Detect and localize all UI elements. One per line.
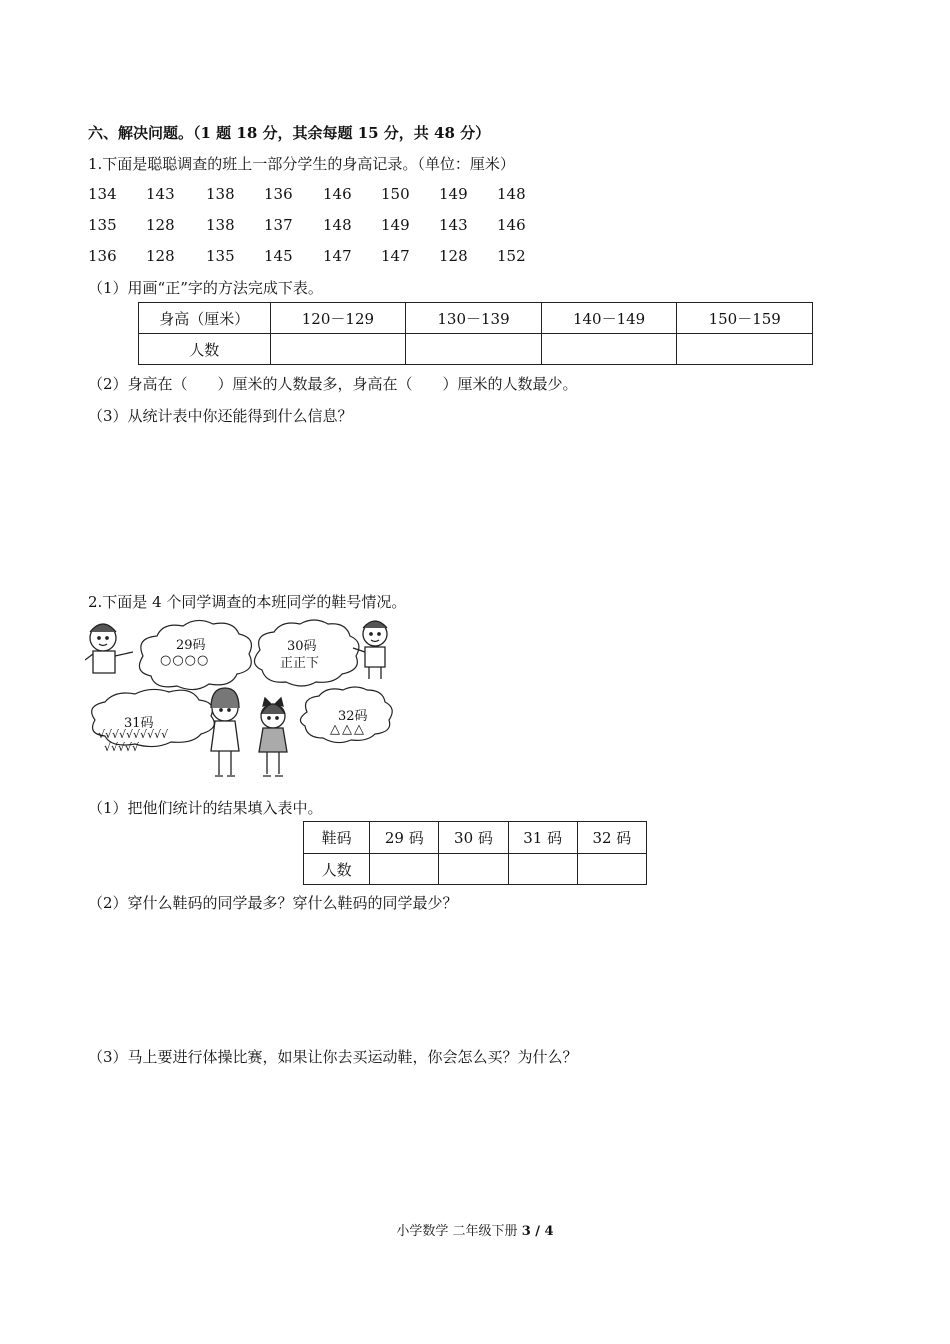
section-title: 六、解决问题。（1 题 18 分，其余每题 15 分，共 48 分） [88,124,491,142]
q2-sub3: （3）马上要进行体操比赛，如果让你去买运动鞋，你会怎么买？为什么？ [88,1048,578,1066]
height-value: 138 [206,185,235,203]
boy-right-icon [353,621,387,679]
height-table-row-label: 人数 [139,334,271,365]
height-table-header: 120－129 [270,303,406,334]
height-value: 135 [88,216,117,234]
shoe-survey-illustration [85,616,405,786]
height-value: 143 [146,185,175,203]
q1-sub3: （3）从统计表中你还能得到什么信息？ [88,407,353,425]
cloud-32-size: 32码 [338,709,368,724]
q1-sub1: （1）用画“正”字的方法完成下表。 [88,279,323,297]
height-value: 146 [323,185,352,203]
answer-cell[interactable] [270,334,406,365]
shoe-table-header: 30 码 [439,822,508,854]
cloud-30-size: 30码 [287,639,317,654]
cloud-31-marks: √√√√√√√√√√ [98,728,169,741]
height-value: 143 [439,216,468,234]
cloud-31-marks-line2: √√√√√ [104,741,140,754]
height-table-header: 身高（厘米） [139,303,271,334]
shoe-table [303,821,647,885]
shoe-table-header: 32 码 [577,822,646,854]
q2-prompt: 2.下面是 4 个同学调查的本班同学的鞋号情况。 [88,593,407,611]
height-value: 134 [88,185,117,203]
height-value: 152 [497,247,526,265]
answer-cell[interactable] [541,334,677,365]
q1-sub2: （2）身高在（ ）厘米的人数最多，身高在（ ）厘米的人数最少。 [88,375,578,393]
answer-cell[interactable] [439,854,508,885]
height-value: 146 [497,216,526,234]
height-table-header: 130－139 [406,303,542,334]
girl-2-icon [259,698,287,776]
height-table-header: 150－159 [677,303,813,334]
height-value: 149 [381,216,410,234]
q1-prompt: 1.下面是聪聪调查的班上一部分学生的身高记录。（单位：厘米） [88,155,515,173]
answer-cell[interactable] [577,854,646,885]
page-footer [0,1220,950,1239]
answer-cell[interactable] [508,854,577,885]
height-value: 147 [323,247,352,265]
q2-sub1: （1）把他们统计的结果填入表中。 [88,799,323,817]
boy-left-icon [85,624,133,673]
answer-cell[interactable] [406,334,542,365]
girl-1-icon [211,688,239,776]
height-value: 138 [206,216,235,234]
answer-cell[interactable] [677,334,813,365]
shoe-table-row-label: 人数 [304,854,370,885]
answer-cell[interactable] [370,854,439,885]
height-value: 148 [497,185,526,203]
footer-text: 小学数学 二年级下册 [396,1224,518,1239]
cloud-29-marks: ○○○○ [160,653,210,668]
shoe-table-header: 鞋码 [304,822,370,854]
height-value: 128 [146,216,175,234]
height-value: 135 [206,247,235,265]
cloud-32-marks: △△△ [330,722,366,737]
height-value: 150 [381,185,410,203]
height-value: 128 [439,247,468,265]
cloud-29-size: 29码 [176,638,206,653]
height-value: 149 [439,185,468,203]
cloud-30-marks: 正正下 [280,656,320,671]
height-value: 136 [88,247,117,265]
shoe-table-header: 29 码 [370,822,439,854]
height-table [138,302,813,365]
q2-sub2: （2）穿什么鞋码的同学最多？穿什么鞋码的同学最少？ [88,894,458,912]
shoe-table-header: 31 码 [508,822,577,854]
height-value: 148 [323,216,352,234]
height-value: 137 [264,216,293,234]
cloud-31-size: 31码 [124,716,154,731]
height-value: 128 [146,247,175,265]
height-value: 145 [264,247,293,265]
height-table-header: 140－149 [541,303,677,334]
height-value: 147 [381,247,410,265]
page-number: 3 / 4 [521,1224,554,1239]
height-value: 136 [264,185,293,203]
